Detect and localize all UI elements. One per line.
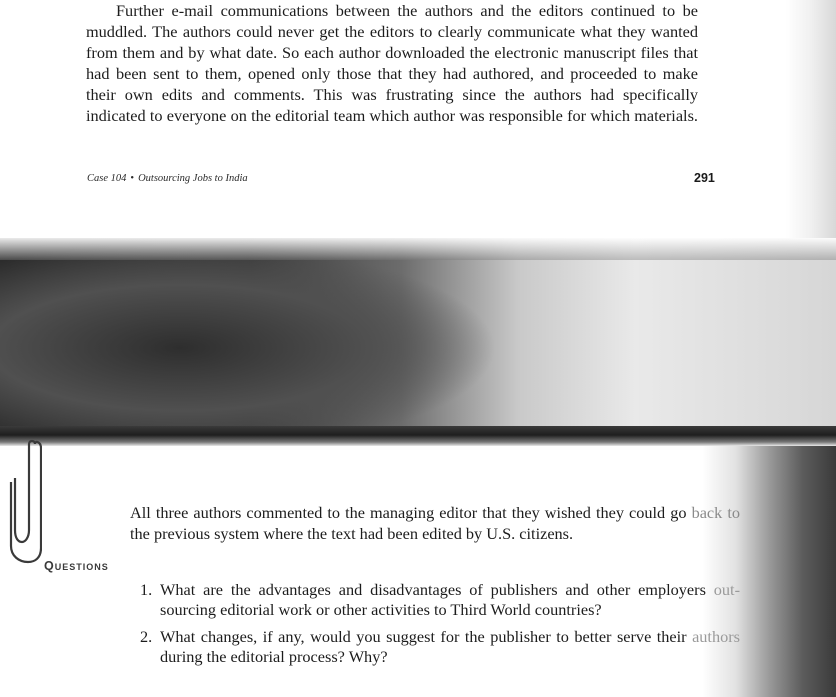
gutter-lower-edge — [0, 426, 836, 446]
question-item — [140, 627, 740, 667]
questions-list — [140, 580, 740, 674]
page-number: 291 — [694, 171, 715, 185]
gutter-upper-edge — [0, 238, 836, 260]
paperclip-icon — [8, 438, 42, 564]
bottom-paragraph-line — [130, 502, 740, 523]
question-text-faded: out- — [713, 580, 740, 599]
top-paragraph-line: muddled. The authors could never get the editors to clearly communicate what they wanted — [86, 22, 698, 41]
book-gutter-shadow — [0, 238, 836, 448]
footer-bullet: • — [130, 173, 135, 184]
question-line — [160, 627, 740, 647]
top-paragraph — [86, 0, 698, 126]
question-number: 1. — [140, 580, 153, 599]
footer-title: Outsourcing Jobs to India — [138, 173, 248, 184]
question-text-continued: sourcing editorial work or other activities to Third World countries? — [160, 600, 602, 619]
bottom-line1-faded: back to — [691, 503, 740, 522]
top-paragraph-line: their own edits and comments. This was frustrating since the authors had specifically — [86, 85, 698, 104]
footer-case: Case 104 — [87, 173, 127, 184]
top-paragraph-line: Further e-mail communications between the authors and the editors continued to be — [116, 1, 698, 20]
question-number: 2. — [140, 627, 153, 646]
question-text-continued: during the editorial process? Why? — [160, 647, 388, 666]
question-text: What are the advantages and disadvantages of publishers and other employers — [160, 580, 706, 599]
running-footer — [87, 173, 248, 184]
top-paragraph-line: from them and by what date. So each author downloaded the electronic manuscript files that — [86, 43, 698, 62]
question-text: What changes, if any, would you suggest for the publisher to better serve their — [160, 627, 687, 646]
question-item — [140, 580, 740, 620]
questions-heading: Questions — [44, 559, 109, 573]
bottom-paragraph-line: the previous system where the text had been edited by U.S. citizens. — [130, 524, 574, 543]
top-paragraph-line: had been sent to them, opened only those that they had authored, and proceeded to make — [86, 64, 698, 83]
question-text-faded: authors — [692, 627, 740, 646]
question-line — [160, 580, 740, 600]
bottom-paragraph — [130, 502, 740, 544]
bottom-line1-main: All three authors commented to the managing editor that they wished they could go — [130, 503, 687, 522]
top-paragraph-line: indicated to everyone on the editorial team which author was responsible for which materials. — [86, 106, 698, 125]
